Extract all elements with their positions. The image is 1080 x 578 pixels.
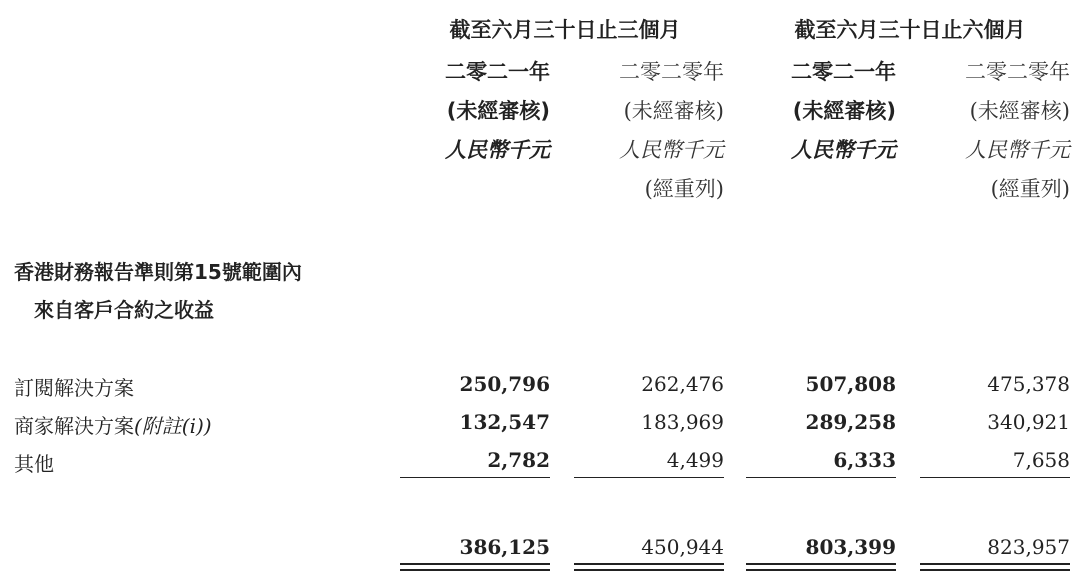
total-double-rule-col1 <box>400 563 550 571</box>
col1-audit: (未經審核) <box>446 99 550 123</box>
col4-year: 二零二零年 <box>965 60 1070 84</box>
total-double-rule-col3 <box>746 563 896 571</box>
row2-col2: 183,969 <box>641 410 724 434</box>
col2-unit: 人民幣千元 <box>619 138 724 162</box>
col4-audit: (未經審核) <box>969 99 1070 123</box>
row1-col3: 507,808 <box>805 372 896 396</box>
col3-audit: (未經審核) <box>792 99 896 123</box>
col4-unit: 人民幣千元 <box>965 138 1070 162</box>
total-col4: 823,957 <box>987 535 1070 559</box>
row-label-merchant-note: (附註(i)) <box>134 414 212 438</box>
total-double-rule-col4 <box>920 563 1070 571</box>
col1-unit: 人民幣千元 <box>445 138 550 162</box>
row-label-merchant <box>14 410 212 439</box>
row-label-merchant-text: 商家解決方案 <box>14 414 134 438</box>
col4-restated: (經重列) <box>990 177 1070 201</box>
col2-year: 二零二零年 <box>619 60 724 84</box>
row3-col4: 7,658 <box>1012 448 1070 472</box>
subtotal-rule-col3 <box>746 477 896 478</box>
row3-col2: 4,499 <box>666 448 724 472</box>
row1-col2: 262,476 <box>641 372 724 396</box>
row2-col4: 340,921 <box>987 410 1070 434</box>
header-three-months: 截至六月三十日止三個月 <box>449 18 681 42</box>
total-col2: 450,944 <box>641 535 724 559</box>
section-title-line1: 香港財務報告準則第15號範圍內 <box>14 260 302 284</box>
col3-unit: 人民幣千元 <box>791 138 896 162</box>
row2-col3: 289,258 <box>805 410 896 434</box>
row1-col4: 475,378 <box>987 372 1070 396</box>
total-col3: 803,399 <box>805 535 896 559</box>
col2-restated: (經重列) <box>644 177 724 201</box>
subtotal-rule-col1 <box>400 477 550 478</box>
total-double-rule-col2 <box>574 563 724 571</box>
col3-year: 二零二一年 <box>791 60 896 84</box>
row2-col1: 132,547 <box>459 410 550 434</box>
row3-col3: 6,333 <box>833 448 896 472</box>
row3-col1: 2,782 <box>487 448 550 472</box>
subtotal-rule-col2 <box>574 477 724 478</box>
section-title-line2: 來自客戶合約之收益 <box>34 298 214 322</box>
row-label-others: 其他 <box>14 452 54 476</box>
col1-year: 二零二一年 <box>445 60 550 84</box>
row-label-subscription: 訂閱解決方案 <box>14 376 134 400</box>
total-col1: 386,125 <box>459 535 550 559</box>
header-six-months: 截至六月三十日止六個月 <box>794 18 1026 42</box>
row1-col1: 250,796 <box>459 372 550 396</box>
subtotal-rule-col4 <box>920 477 1070 478</box>
col2-audit: (未經審核) <box>623 99 724 123</box>
